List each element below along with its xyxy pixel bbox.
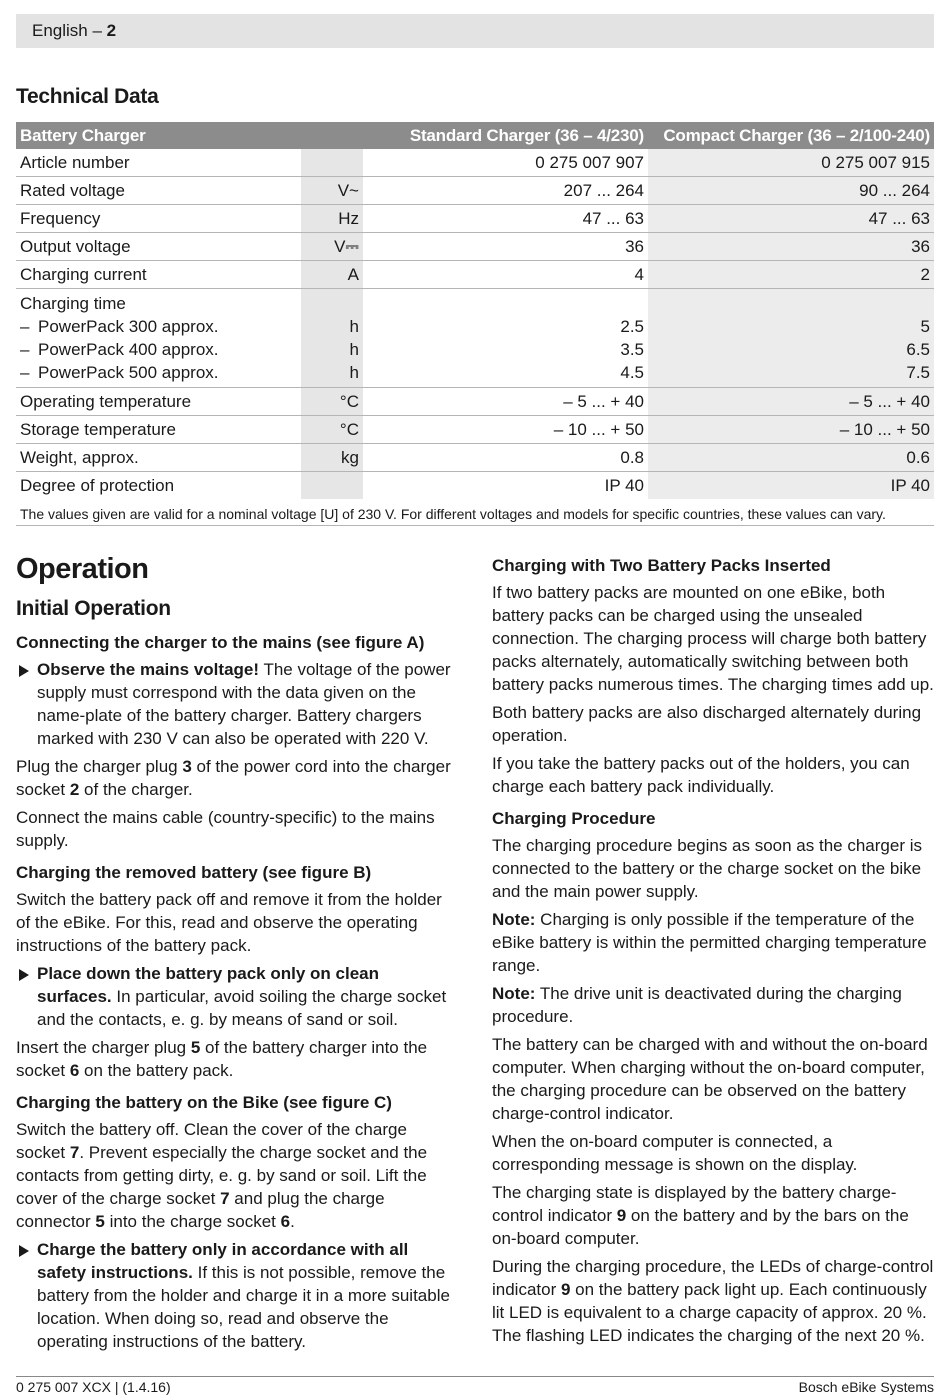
row-standard-value: 0.8	[363, 444, 648, 472]
row-standard-value: 0 275 007 907	[363, 149, 648, 177]
triangle-bullet-icon	[19, 665, 29, 677]
table-row	[16, 472, 934, 500]
table-row	[16, 205, 934, 233]
table-row	[16, 149, 934, 177]
bullet-item	[16, 962, 458, 1031]
row-unit: kg	[301, 444, 363, 472]
bullet-text: If this is not possible, remove the battery from the holder and charge it in a more suitable location. When doing so, read and observe the operating instructions of the battery.	[37, 1263, 450, 1351]
section-heading: Charging the battery on the Bike (see figure C)	[16, 1093, 392, 1112]
header-language: English	[32, 21, 88, 40]
col-header-label: Battery Charger	[16, 122, 301, 149]
row-unit: h	[349, 363, 359, 382]
footer-doc-number: 0 275 007 XCX | (1.4.16)	[16, 1379, 171, 1395]
paragraph: If two battery packs are mounted on one eBike, both battery packs can be charged using the unsealed connection. The charging process will charge both battery packs alternately, automatically switching between both battery packs numerous times. The charging times add up.	[492, 583, 934, 694]
row-label: Degree of protection	[20, 476, 175, 495]
charging-time-item-label: PowerPack 500 approx.	[38, 363, 219, 382]
col-header-standard: Standard Charger (36 – 4/230)	[363, 122, 648, 149]
charging-time-item: – PowerPack 500 approx.	[20, 363, 219, 382]
row-unit: h	[349, 340, 359, 359]
bullet-item	[16, 658, 458, 750]
col-header-compact: Compact Charger (36 – 2/100-240)	[648, 122, 934, 149]
initial-operation-heading: Initial Operation	[16, 597, 171, 620]
row-compact-value: 47 ... 63	[648, 205, 934, 233]
row-unit	[301, 472, 363, 500]
row-unit	[301, 149, 363, 177]
paragraph: Both battery packs are also discharged alternately during operation.	[492, 703, 922, 745]
technical-data-table	[16, 122, 934, 499]
row-label: Charging current	[16, 261, 301, 289]
row-unit: h	[349, 317, 359, 336]
bullet-bold-text: Charge the battery only in accordance with all safety instructions.	[37, 1240, 409, 1282]
section-heading: Connecting the charger to the mains (see figure A)	[16, 633, 425, 652]
operation-title: Operation	[16, 553, 149, 585]
row-unit: °C	[301, 416, 363, 444]
charging-time-item-label: PowerPack 300 approx.	[38, 317, 219, 336]
paragraph: If you take the battery packs out of the holders, you can charge each battery pack individually.	[492, 754, 910, 796]
table-footnote: The values given are valid for a nominal voltage [U] of 230 V. For different voltages and models for specific countries, these values can vary.	[16, 504, 934, 526]
charging-time-units	[301, 289, 363, 388]
row-compact-value: IP 40	[648, 472, 934, 500]
charging-time-labels	[16, 289, 301, 388]
section-heading: Charging the removed battery (see figure B)	[16, 863, 372, 882]
paragraph: Switch the battery off. Clean the cover of the charge socket 7. Prevent especially the charge socket and the contacts from getting dirty, e. g. by sand or soil. Lift the cover of the charge socket 7 and plug the charge connector 5 into the charge socket 6.	[16, 1120, 428, 1231]
charging-time-standard	[363, 289, 648, 388]
section-heading: Charging Procedure	[492, 809, 656, 828]
row-label: Output voltage	[16, 233, 301, 261]
left-column	[16, 552, 458, 1358]
bullet-text: The voltage of the power supply must correspond with the data given on the name-plate of the battery charger. Battery chargers marked with 230 V can also be operated with 220 V.	[37, 660, 451, 748]
row-label: Article number	[16, 149, 301, 177]
page-header	[16, 14, 934, 48]
row-compact-value: 5	[920, 317, 930, 336]
paragraph: Plug the charger plug 3 of the power cord into the charger socket 2 of the charger.	[16, 757, 451, 799]
col-header-unit	[301, 122, 363, 149]
row-label: Operating temperature	[16, 388, 301, 416]
charging-time-item: – PowerPack 300 approx.	[20, 317, 219, 336]
row-standard-value: – 10 ... + 50	[363, 416, 648, 444]
table-row	[16, 444, 934, 472]
row-unit: °C	[301, 388, 363, 416]
row-standard-value: 207 ... 264	[363, 177, 648, 205]
charging-time-label: Charging time	[20, 294, 126, 313]
charging-time-compact	[648, 289, 934, 388]
row-standard-value: 4.5	[620, 363, 644, 382]
footer-brand: Bosch eBike Systems	[798, 1379, 934, 1395]
paragraph: The battery can be charged with and without the on-board computer. When charging without the on-board computer, the charging procedure can be observed on the battery charge-control indicator.	[492, 1035, 928, 1123]
paragraph: Switch the battery pack off and remove it from the holder of the eBike. For this, read and observe the operating instructions of the battery pack.	[16, 890, 442, 955]
row-compact-value: 36	[648, 233, 934, 261]
row-standard-value: 36	[363, 233, 648, 261]
row-compact-value: 7.5	[906, 363, 930, 382]
row-label: Weight, approx.	[16, 444, 301, 472]
paragraph: The charging state is displayed by the battery charge-control indicator 9 on the battery and by the bars on the on-board computer.	[492, 1183, 909, 1248]
row-standard-value: 47 ... 63	[363, 205, 648, 233]
triangle-bullet-icon	[19, 1245, 29, 1257]
table-row	[16, 261, 934, 289]
note-paragraph: Note: The drive unit is deactivated during the charging procedure.	[492, 984, 902, 1026]
bullet-item	[16, 1238, 458, 1353]
row-standard-value: IP 40	[604, 476, 644, 495]
paragraph: During the charging procedure, the LEDs of charge-control indicator 9 on the battery pack light up. Each continuously lit LED is equivalent to a charge capacity of approx. 20 %. The flashing LED indicates the charging of the next 20 %.	[492, 1257, 934, 1345]
row-label: Rated voltage	[16, 177, 301, 205]
charging-time-item: – PowerPack 400 approx.	[20, 340, 219, 359]
footer-divider	[16, 1376, 934, 1377]
row-standard-value: 2.5	[620, 317, 644, 336]
header-separator: –	[87, 21, 107, 40]
row-label: Storage temperature	[16, 416, 301, 444]
row-compact-value: 6.5	[906, 340, 930, 359]
row-label: Frequency	[16, 205, 301, 233]
bullet-bold-text: Observe the mains voltage!	[37, 660, 260, 679]
triangle-bullet-icon	[19, 969, 29, 981]
paragraph: Insert the charger plug 5 of the battery charger into the socket 6 on the battery pack.	[16, 1038, 428, 1080]
bullet-text: In particular, avoid soiling the charge socket and the contacts, e. g. by means of sand or soil.	[37, 987, 447, 1029]
row-compact-value: 0 275 007 915	[648, 149, 934, 177]
row-compact-value: – 5 ... + 40	[648, 388, 934, 416]
paragraph: Connect the mains cable (country-specific) to the mains supply.	[16, 808, 435, 850]
bullet-bold-text: Place down the battery pack only on clean surfaces.	[37, 964, 379, 1006]
section-heading: Charging with Two Battery Packs Inserted	[492, 556, 831, 575]
table-row	[16, 416, 934, 444]
technical-data-title: Technical Data	[16, 85, 159, 108]
row-unit: A	[301, 261, 363, 289]
row-standard-value: 4	[363, 261, 648, 289]
row-unit: V⎓	[301, 233, 363, 261]
charging-time-item-label: PowerPack 400 approx.	[38, 340, 219, 359]
row-unit: V~	[301, 177, 363, 205]
paragraph: The charging procedure begins as soon as the charger is connected to the battery or the charge socket on the bike and the main power supply.	[492, 836, 922, 901]
table-row	[16, 233, 934, 261]
row-standard-value: 3.5	[620, 340, 644, 359]
row-compact-value: – 10 ... + 50	[648, 416, 934, 444]
table-row	[16, 388, 934, 416]
row-unit: Hz	[301, 205, 363, 233]
note-paragraph: Note: Charging is only possible if the temperature of the eBike battery is within the permitted charging temperature range.	[492, 910, 927, 975]
table-header-row	[16, 122, 934, 149]
paragraph: When the on-board computer is connected, a corresponding message is shown on the display.	[492, 1132, 858, 1174]
row-compact-value: 0.6	[648, 444, 934, 472]
table-row	[16, 177, 934, 205]
row-standard-value: – 5 ... + 40	[363, 388, 648, 416]
page-number: 2	[106, 21, 117, 40]
row-compact-value: 2	[648, 261, 934, 289]
table-row-charging-time	[16, 289, 934, 388]
row-compact-value: 90 ... 264	[648, 177, 934, 205]
right-column	[492, 555, 934, 1352]
